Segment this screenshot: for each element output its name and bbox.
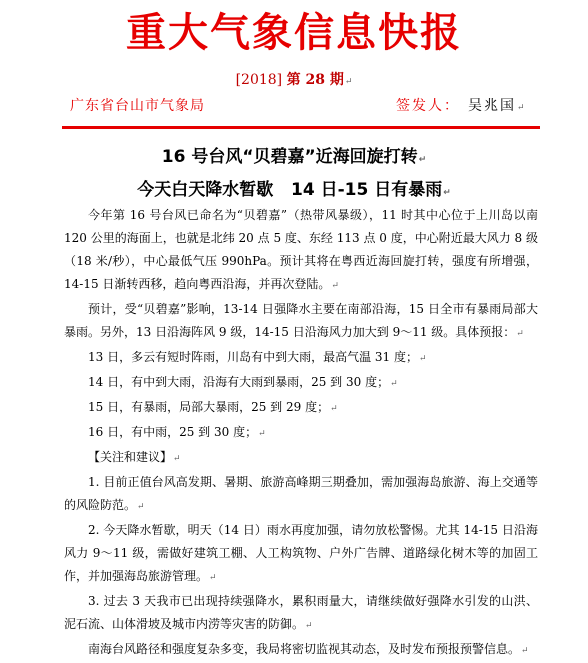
signer-label: 签发人： (396, 98, 460, 114)
paragraph-mark-icon: ↵ (331, 281, 339, 291)
paragraph-mark-icon: ↵ (330, 404, 338, 414)
paragraph-mark-icon: ↵ (173, 454, 181, 464)
forecast-day-15: 15 日，有暴雨，局部大暴雨，25 到 29 度；↵ (88, 400, 338, 414)
advice-item-3: 3. 过去 3 天我市已出现持续强降水，累积雨量大，请继续做好强降水引发的山洪、泥石流、山体滑坡及城市内涝等灾害的防御。↵ (64, 594, 538, 631)
paragraph-mark-icon: ↵ (516, 329, 524, 339)
paragraph-mark-icon: ↵ (419, 354, 427, 364)
issuing-organization: 广东省台山市气象局 (70, 98, 205, 114)
subheadline-text: 今天白天降水暂歇 14 日-15 日有暴雨 (137, 180, 443, 200)
signer-name: 吴兆国 (468, 98, 516, 114)
paragraph-mark-icon: ↵ (344, 77, 353, 87)
headline (0, 145, 588, 172)
signer (396, 96, 525, 118)
issue-year: [2018] (235, 72, 283, 88)
issue-label: 第 28 期 (286, 72, 344, 88)
paragraph-mark-icon: ↵ (418, 155, 427, 165)
paragraph-mark-icon: ↵ (517, 103, 525, 113)
paragraph-mark-icon: ↵ (390, 379, 398, 389)
header-divider (62, 126, 540, 129)
paragraph-forecast-intro: 预计，受“贝碧嘉”影响，13-14 日强降水主要在南部沿海，15 日全市有暴雨局部大暴雨。另外，13 日沿海阵风 9 级，14-15 日沿海风力加大到 9～11 级。具体预报：↵ (64, 302, 538, 339)
paragraph-mark-icon: ↵ (209, 573, 217, 583)
paragraph-storm-status: 今年第 16 号台风已命名为“贝碧嘉”（热带风暴级），11 时其中心位于上川岛以南 120 公里的海面上，也就是北纬 20 点 5 度、东经 113 点 0 度，中心附近最大风力 8 级（18 米/秒），中心最低气压 990hPa。预计其将在粤西近海回旋打转，强度有所增强，14-15 日渐转西移，趋向粤西沿海，并再次登陆。↵ (64, 208, 538, 291)
paragraph-mark-icon: ↵ (305, 621, 313, 631)
headline-text: 16 号台风“贝碧嘉”近海回旋打转 (161, 147, 418, 167)
advice-item-2: 2. 今天降水暂歇，明天（14 日）雨水再度加强，请勿放松警惕。尤其 14-15 日沿海风力 9～11 级，需做好建筑工棚、人工构筑物、户外广告牌、道路绿化树木等的加固工作，并加强海岛旅游管理。↵ (64, 523, 538, 583)
issue-number (0, 70, 588, 92)
forecast-day-13: 13 日，多云有短时阵雨，川岛有中到大雨，最高气温 31 度；↵ (88, 350, 427, 364)
paragraph-mark-icon: ↵ (443, 188, 451, 198)
bulletin-body (64, 204, 538, 663)
closing-note: 南海台风路径和强度复杂多变，我局将密切监视其动态，及时发布预报预警信息。↵ (88, 642, 529, 656)
subheadline (0, 178, 588, 205)
paragraph-mark-icon: ↵ (258, 429, 266, 439)
paragraph-mark-icon: ↵ (137, 502, 145, 512)
advice-heading: 【关注和建议】↵ (88, 450, 181, 464)
forecast-day-14: 14 日，有中到大雨，沿海有大雨到暴雨，25 到 30 度；↵ (88, 375, 398, 389)
advice-item-1: 1. 目前正值台风高发期、暑期、旅游高峰期三期叠加，需加强海岛旅游、海上交通等的风险防范。↵ (64, 475, 538, 512)
masthead-title: 重大气象信息快报 (126, 10, 462, 56)
paragraph-mark-icon: ↵ (521, 646, 529, 656)
forecast-day-16: 16 日，有中雨，25 到 30 度；↵ (88, 425, 266, 439)
